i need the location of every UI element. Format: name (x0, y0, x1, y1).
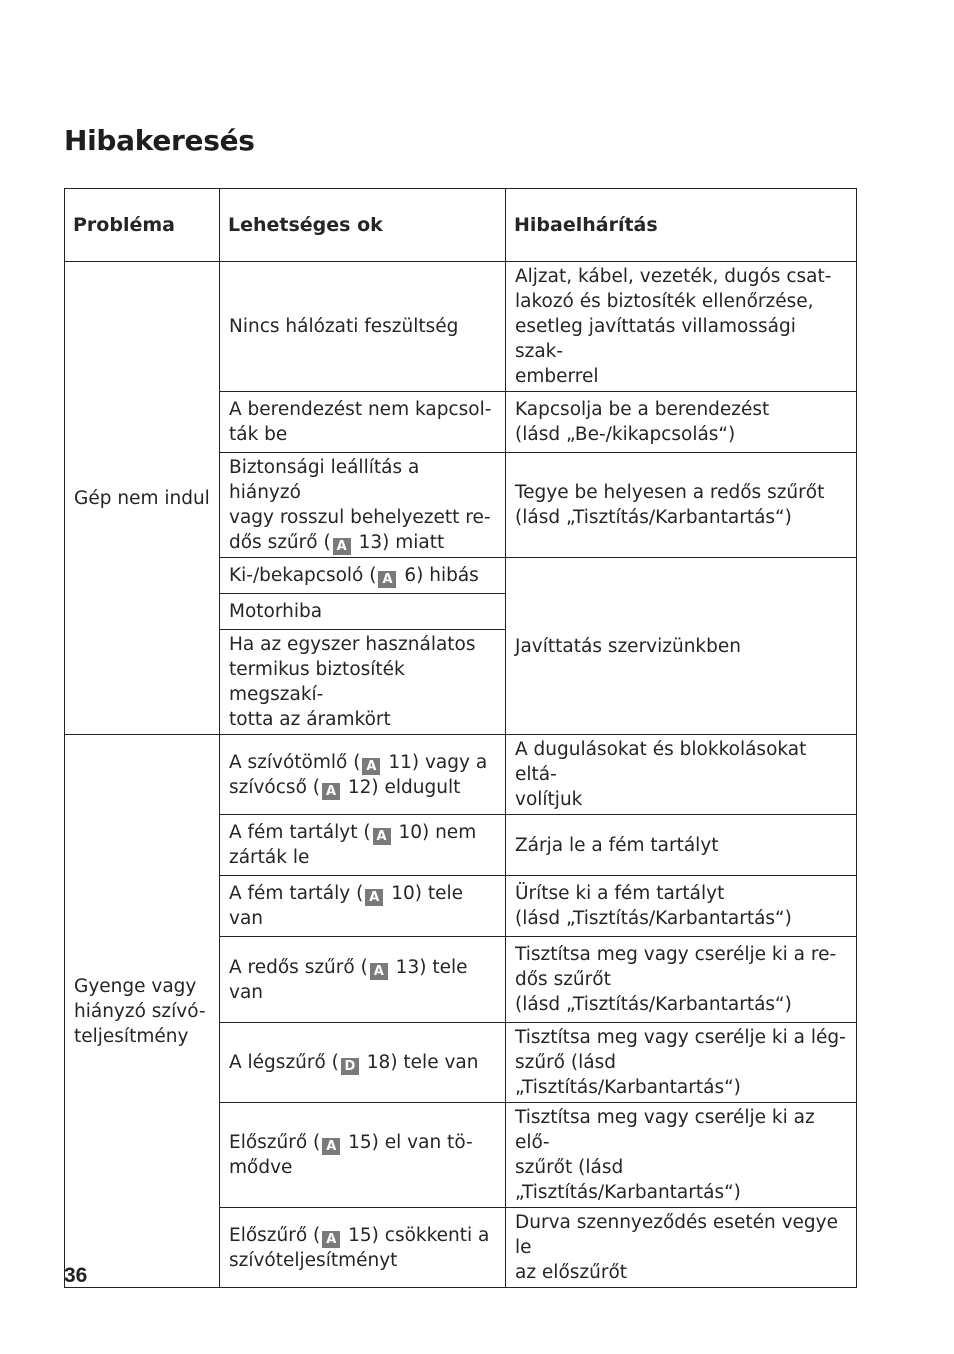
cause-text: 10) tele van (229, 883, 463, 929)
solution-line: Kapcsolja be a berendezést (515, 399, 770, 420)
figure-ref-badge: A (378, 571, 396, 588)
cause-text: 15) el van tö- (342, 1132, 473, 1153)
cause-text: 10) nem (392, 822, 477, 843)
solution-line: (lásd „Be-/kikapcsolás“) (515, 424, 736, 445)
figure-ref-badge: A (373, 828, 391, 845)
cause-cell (220, 558, 506, 594)
cause-cell (220, 630, 506, 735)
solution-cell (506, 453, 857, 558)
cause-cell: Motorhiba (220, 594, 506, 630)
solution-line: lakozó és biztosíték ellenőrzése, (515, 291, 814, 312)
cause-line (229, 1130, 496, 1155)
cause-text: 15) csökkenti a (342, 1224, 490, 1246)
cause-cell (220, 815, 506, 876)
cause-line: A berendezést nem kapcsol- (229, 399, 492, 420)
solution-line: A dugulásokat és blokkolásokat eltá- (515, 739, 807, 785)
solution-line: volítjuk (515, 789, 583, 810)
cause-text: A légszűrő ( (229, 1052, 339, 1073)
solution-cell (506, 876, 857, 937)
solution-line: (lásd „Tisztítás/Karbantartás“) (515, 994, 792, 1015)
cause-line (229, 775, 496, 800)
cause-line: vagy rosszul behelyezett re- (229, 507, 491, 528)
troubleshooting-table (64, 188, 857, 1288)
cause-line: szívóteljesítményt (229, 1249, 398, 1271)
problem-line: hiányzó szívó- (74, 1000, 206, 1022)
figure-ref-badge: A (333, 538, 351, 555)
header-solution: Hibaelhárítás (506, 189, 857, 262)
page-number: 36 (64, 1264, 88, 1287)
cause-text: Ki-/bekapcsoló ( (229, 565, 377, 586)
cause-line: mődve (229, 1157, 293, 1178)
solution-line: Ürítse ki a fém tartályt (515, 883, 725, 904)
solution-cell: Javíttatás szervizünkben (506, 558, 857, 735)
figure-ref-badge: A (362, 758, 380, 775)
solution-cell (506, 1023, 857, 1103)
problem-cell: Gép nem indul (65, 262, 220, 735)
cause-cell (220, 1208, 506, 1288)
solution-line: (lásd „Tisztítás/Karbantartás“) (515, 908, 792, 929)
solution-line: emberrel (515, 366, 599, 387)
solution-cell (506, 937, 857, 1023)
solution-line: dős szűrőt (515, 969, 611, 990)
cause-cell (220, 735, 506, 815)
cause-cell: Nincs hálózati feszültség (220, 262, 506, 392)
cause-text: 6) hibás (398, 565, 479, 586)
cause-text: szívócső ( (229, 776, 320, 798)
problem-line: teljesítmény (74, 1025, 189, 1047)
cause-text: 18) tele van (360, 1052, 479, 1073)
figure-ref-badge: A (370, 963, 388, 980)
cause-line: ták be (229, 424, 288, 445)
figure-ref-badge: A (365, 889, 383, 906)
cause-line (229, 750, 496, 775)
cause-line: totta az áramkört (229, 709, 391, 730)
cause-line: Ha az egyszer használatos (229, 634, 476, 655)
cause-text: 12) eldugult (341, 776, 461, 798)
cause-line (229, 1223, 496, 1248)
solution-line: szűrő (lásd „Tisztítás/Karbantartás“) (515, 1052, 741, 1098)
cause-cell (220, 1103, 506, 1208)
solution-line: Aljzat, kábel, vezeték, dugós csat- (515, 266, 832, 287)
cause-line (229, 530, 496, 555)
table-row (65, 262, 857, 392)
solution-line: Tisztítsa meg vagy cserélje ki a lég- (515, 1027, 846, 1048)
cause-cell (220, 392, 506, 453)
problem-cell (65, 735, 220, 1288)
solution-line: Durva szennyeződés esetén vegye le (515, 1212, 838, 1258)
table-header-row (65, 189, 857, 262)
page-title: Hibakeresés (64, 124, 255, 157)
cause-text: 13) tele (389, 956, 468, 978)
solution-cell (506, 392, 857, 453)
figure-ref-badge: A (322, 783, 340, 800)
cause-line: Biztonsági leállítás a hiányzó (229, 457, 420, 503)
figure-ref-badge: A (322, 1138, 340, 1155)
cause-line: van (229, 981, 264, 1003)
cause-cell (220, 1023, 506, 1103)
solution-line: Tegye be helyesen a redős szűrőt (515, 482, 825, 503)
solution-cell: Zárja le a fém tartályt (506, 815, 857, 876)
solution-cell (506, 735, 857, 815)
solution-cell (506, 262, 857, 392)
cause-text: A fém tartályt ( (229, 822, 371, 843)
solution-line: az előszűrőt (515, 1262, 628, 1283)
cause-text: A redős szűrő ( (229, 956, 368, 978)
figure-ref-badge: D (341, 1058, 359, 1075)
solution-line: Tisztítsa meg vagy cserélje ki az elő- (515, 1107, 815, 1153)
header-cause: Lehetséges ok (220, 189, 506, 262)
solution-cell (506, 1208, 857, 1288)
cause-text: Előszűrő ( (229, 1224, 321, 1246)
cause-line (229, 955, 496, 980)
table-row (65, 735, 857, 815)
cause-text: 13) miatt (352, 532, 445, 553)
cause-line: termikus biztosíték megszakí- (229, 659, 405, 705)
cause-text: dős szűrő ( (229, 532, 331, 553)
cause-cell (220, 876, 506, 937)
solution-cell (506, 1103, 857, 1208)
cause-cell (220, 937, 506, 1023)
cause-text: A szívótömlő ( (229, 751, 361, 773)
cause-line (229, 820, 496, 845)
figure-ref-badge: A (322, 1231, 340, 1248)
solution-line: szűrőt (lásd „Tisztítás/Karbantartás“) (515, 1157, 741, 1203)
cause-text: A fém tartály ( (229, 883, 364, 904)
cause-cell (220, 453, 506, 558)
problem-line: Gyenge vagy (74, 975, 197, 997)
cause-text: 11) vagy a (382, 751, 488, 773)
cause-line: zárták le (229, 847, 310, 868)
header-problem: Probléma (65, 189, 220, 262)
solution-line: esetleg javíttatás villamossági szak- (515, 316, 796, 362)
solution-line: (lásd „Tisztítás/Karbantartás“) (515, 507, 792, 528)
solution-line: Tisztítsa meg vagy cserélje ki a re- (515, 944, 837, 965)
cause-text: Előszűrő ( (229, 1132, 321, 1153)
